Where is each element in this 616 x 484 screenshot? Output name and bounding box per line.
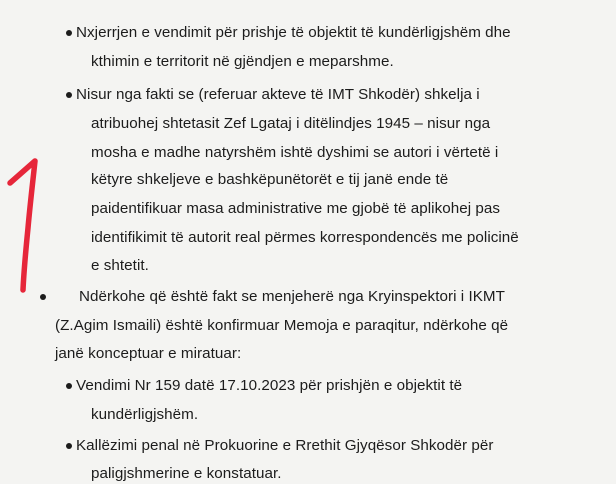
text-line: Ndërkohe që është fakt se menjeherë nga Kryinspektori i IKMT: [79, 288, 505, 305]
text-line: (Z.Agim Ismaili) është konfirmuar Memoja e paraqitur, ndërkohe që: [55, 317, 509, 334]
bullet-3: [40, 294, 46, 300]
bullet-4: [66, 383, 72, 389]
text-line: atribuohej shtetasit Zef Lgataj i ditëlindjes 1945 – nisur nga: [91, 115, 491, 132]
text-line: identifikimit të autorit real përmes korrespondencës me policinë: [91, 229, 519, 246]
text-line: paligjshmerine e konstatuar.: [91, 465, 282, 482]
text-line: Kallëzimi penal në Prokuorine e Rrethit Gjyqësor Shkodër për: [76, 437, 494, 454]
text-line: Nxjerrjen e vendimit për prishje të objektit të kundërligjshëm dhe: [76, 24, 511, 41]
text-line: Vendimi Nr 159 datë 17.10.2023 për prishjën e objektit të: [76, 377, 463, 394]
bullet-5: [66, 443, 72, 449]
text-line: Nisur nga fakti se (referuar akteve të IMT Shkodër) shkelja i: [76, 86, 480, 103]
text-line: kundërligjshëm.: [91, 406, 199, 423]
text-line: mosha e madhe natyrshëm ishtë dyshimi se autori i vërtetë i: [91, 144, 499, 161]
text-line: paidentifikuar masa administrative me gjobë të aplikohej pas: [91, 200, 501, 217]
text-line: janë konceptuar e miratuar:: [55, 345, 242, 362]
text-line: kthimin e territorit në gjëndjen e meparshme.: [91, 53, 394, 70]
text-line: e shtetit.: [91, 257, 149, 274]
text-line: këtyre shkeljeve e bashkëpunëtorët e tij janë ende të: [91, 171, 449, 188]
bullet-2: [66, 92, 72, 98]
bullet-1: [66, 30, 72, 36]
